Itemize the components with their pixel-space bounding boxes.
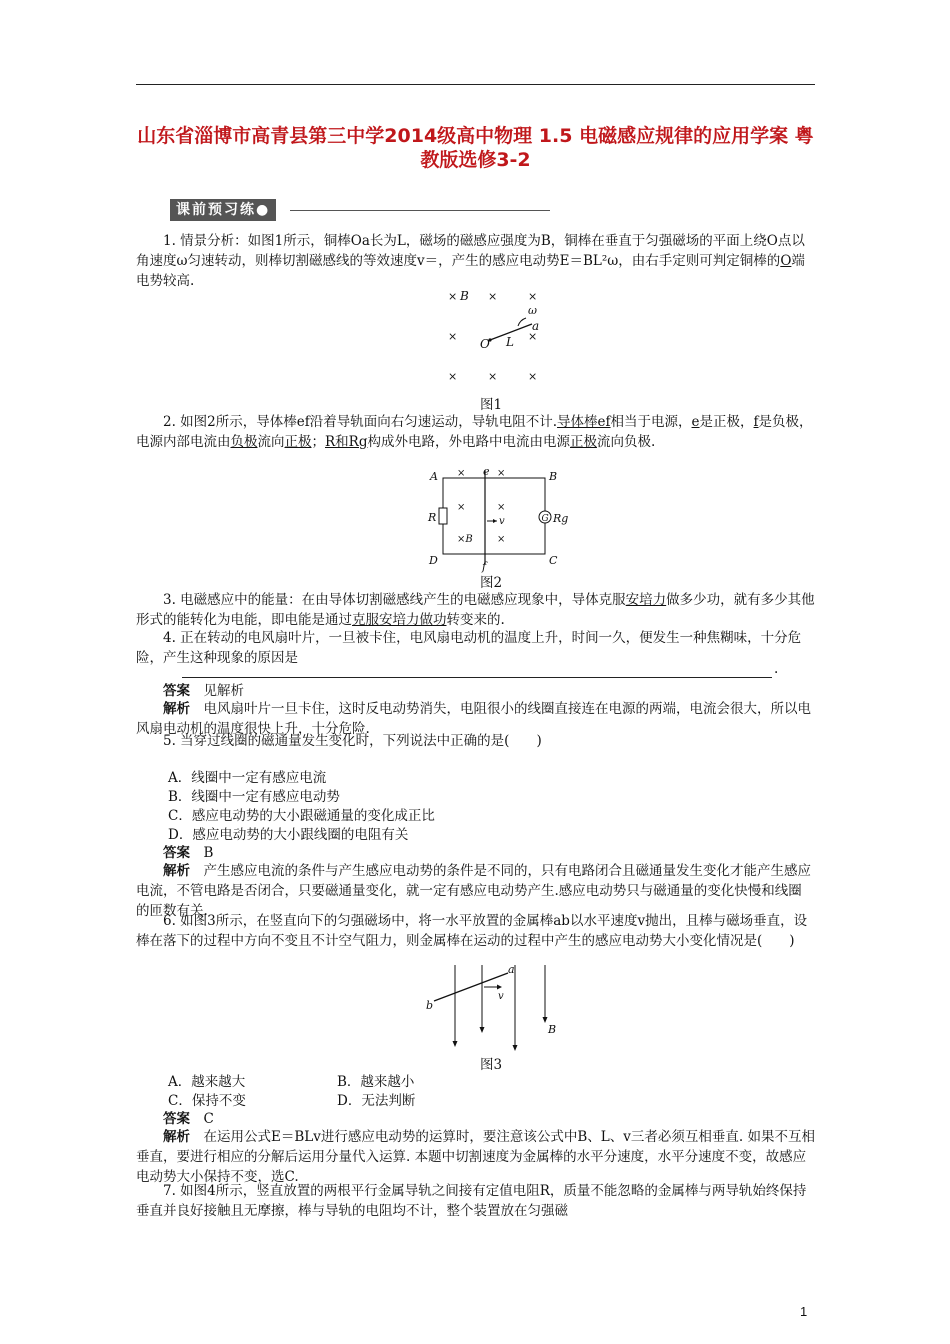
fig2-r-label: R — [428, 511, 437, 524]
fig2-c-label: C — [549, 554, 558, 567]
answer-text: B — [203, 845, 214, 861]
explanation-text: 产生感应电流的条件与产生感应电动势的条件是不同的，只有电路闭合且磁通量发生变化才能产生感应电流，不管电路是否闭合，只要磁通量变化，就一定有感应电动势产生.感应电动势只与磁通量的变化快慢和线圈的匝数有关. — [136, 863, 811, 919]
q2-text: 相当于电源， — [610, 414, 692, 430]
fig3-b-field-label: B — [548, 1023, 557, 1036]
fig2-xb-label: ×B — [457, 534, 473, 545]
q4-end: . — [774, 661, 779, 677]
question-5 — [136, 731, 815, 751]
fig1-x: × — [528, 290, 538, 303]
q5-answer — [136, 843, 815, 863]
fig2-x: × — [497, 502, 506, 513]
q2-answer: 正极 — [569, 434, 597, 450]
explanation-label: 解析 — [163, 863, 190, 879]
fig2-x: × — [457, 468, 466, 479]
fig2-x: × — [457, 502, 466, 513]
fig2-x: × — [497, 468, 506, 479]
q3-text: 转变来的. — [446, 612, 505, 628]
q6-answer — [136, 1109, 815, 1129]
answer-label: 答案 — [163, 683, 190, 699]
fig1-x: × — [448, 330, 458, 343]
question-7 — [136, 1181, 815, 1221]
q3-text: 做多少功，就有多少其他形式的能转化为电能，即电能是通过 — [136, 592, 815, 628]
section-rule — [290, 210, 550, 211]
fig3-v-label: v — [498, 991, 504, 1002]
figure-2-caption: 图2 — [480, 575, 503, 591]
q1-answer-o: O — [780, 253, 792, 269]
fig3-arrow-head — [453, 1041, 458, 1047]
fig3-b-label: b — [426, 999, 434, 1012]
q6-explanation — [136, 1127, 815, 1187]
explanation-text: 电风扇叶片一旦卡住，这时反电动势消失，电阻很小的线圈直接连在电源的两端，电流会很大，所以电风扇电动机的温度很快上升，十分危险. — [136, 701, 811, 737]
q6-text: 6. 如图3所示，在竖直向下的匀强磁场中，将一水平放置的金属棒ab以水平速度v抛出，且棒与磁场垂直，设棒在落下的过程中方向不变且不计空气阻力，则金属棒在运动的过程中产生的感应电动势大小变化情况是( ) — [136, 913, 808, 949]
fig3-arrow-head — [543, 1017, 548, 1023]
page-number: 1 — [800, 1304, 808, 1319]
q6-option-a: A．越来越大 — [168, 1074, 246, 1090]
fig2-arrow-head — [493, 519, 497, 523]
q5-text: 5. 当穿过线圈的磁通量发生变化时，下列说法中正确的是( ) — [163, 733, 542, 749]
fig1-omega-label: ω — [528, 304, 537, 317]
figure-1-caption: 图1 — [480, 397, 503, 413]
q1-text-b: ，产生的感应电动势E＝BL²ω，由右手定则可判定铜棒的 — [438, 253, 781, 269]
fig1-l-label: L — [506, 335, 514, 349]
q2-text: 是正极， — [699, 414, 754, 430]
q5-option-c: C．感应电动势的大小跟磁通量的变化成正比 — [168, 808, 435, 824]
answer-label: 答案 — [163, 1111, 190, 1127]
fig3-arrow-head — [513, 1045, 518, 1051]
fig2-g-label: G — [541, 514, 549, 524]
question-6 — [136, 911, 815, 951]
fig3-arrow-head — [497, 985, 502, 990]
q2-answer: 负极 — [230, 434, 258, 450]
answer-label: 答案 — [163, 845, 190, 861]
q6-option-c: C．保持不变 — [168, 1093, 246, 1109]
fig1-x: × — [448, 370, 458, 383]
section-label: 课前预习练● — [170, 199, 276, 221]
fig2-d-label: D — [429, 554, 438, 567]
figure-1 — [440, 288, 560, 388]
fig1-b-label: B — [460, 289, 469, 303]
answer-text: C — [203, 1111, 214, 1127]
figure-3 — [420, 963, 570, 1051]
fig2-resistor-r — [439, 508, 447, 524]
explanation-text: 在运用公式E＝BLv进行感应电动势的运算时，要注意该公式中B、L、v三者必须互相垂直. 如果不互相垂直，要进行相应的分解后运用分量代入运算. 本题中切割速度为金属棒的水平分速度，水平分速度不变，故感应电动势大小保持不变，选C. — [136, 1129, 815, 1185]
q3-answer: 克服安培力做功 — [352, 612, 447, 628]
fig3-arrow-head — [480, 1027, 485, 1033]
q2-answer: R和Rg — [325, 434, 368, 450]
q2-text: 是负极，电源内部电流由 — [136, 414, 813, 450]
q4-text: 4. 正在转动的电风扇叶片，一旦被卡住，电风扇电动机的温度上升，时间一久，便发生一种焦糊味，十分危险，产生这种现象的原因是 — [136, 630, 802, 666]
fig2-a-label: A — [430, 470, 438, 483]
q3-text: 3. 电磁感应中的能量：在由导体切割磁感线产生的电磁感应现象中，导体克服 — [163, 592, 626, 608]
fig1-x: × — [488, 370, 498, 383]
fig1-x: × — [528, 370, 538, 383]
fig1-x: × — [488, 290, 498, 303]
q2-text: 2. 如图2所示，导体棒ef沿着导轨面向右匀速运动，导轨电阻不计. — [163, 414, 558, 430]
section-header — [170, 199, 550, 221]
q2-text: 构成外电路，外电路中电流由电源 — [367, 434, 570, 450]
fig1-rotation-arrow — [518, 318, 526, 326]
q2-answer: e — [691, 414, 700, 430]
fig1-o-label: O — [480, 337, 490, 351]
fig3-a-label: a — [508, 963, 515, 976]
q6-option-d: D．无法判断 — [337, 1093, 416, 1109]
question-1 — [136, 231, 815, 291]
q2-text: ； — [311, 434, 325, 450]
q5-option-a: A．线圈中一定有感应电流 — [168, 770, 327, 786]
q2-answer: f — [753, 414, 759, 430]
document-title: 山东省淄博市高青县第三中学2014级高中物理 1.5 电磁感应规律的应用学案 粤教版选修3-2 — [137, 125, 814, 171]
fig2-f-label: f — [482, 560, 487, 573]
fig2-x: × — [497, 534, 506, 545]
figure-3-caption: 图3 — [480, 1057, 503, 1073]
explanation-label: 解析 — [163, 1129, 190, 1145]
q3-answer: 安培力 — [625, 592, 667, 608]
q2-text: 流向负极. — [596, 434, 656, 450]
q4-answer — [136, 681, 815, 701]
q2-text: 流向 — [257, 434, 285, 450]
answer-blank-line — [182, 677, 772, 678]
fig2-v-label: v — [499, 516, 505, 527]
q6-option-b: B．越来越小 — [337, 1074, 415, 1090]
question-3 — [136, 590, 815, 630]
answer-text: 见解析 — [203, 683, 244, 699]
explanation-label: 解析 — [163, 701, 190, 717]
figure-2 — [425, 465, 569, 573]
fig1-a-label: a — [532, 319, 540, 333]
fig2-b-label: B — [549, 470, 558, 483]
q5-option-b: B．线圈中一定有感应电动势 — [168, 789, 340, 805]
top-rule — [136, 84, 815, 85]
q5-option-d: D．感应电动势的大小跟线圈的电阻有关 — [168, 827, 409, 843]
q2-answer: 导体棒ef — [557, 414, 611, 430]
question-4 — [136, 628, 815, 668]
q1-text-c: 端电势较高. — [136, 253, 805, 289]
fig2-e-label: e — [483, 465, 490, 478]
fig2-rg-label: Rg — [553, 512, 569, 525]
fig1-x: × — [448, 290, 458, 303]
q7-text: 7. 如图4所示，竖直放置的两根平行金属导轨之间接有定值电阻R，质量不能忽略的金属棒与两导轨始终保持垂直并良好接触且无摩擦，棒与导轨的电阻均不计，整个装置放在匀强磁 — [136, 1183, 807, 1219]
q2-answer: 正极 — [284, 434, 312, 450]
q1-text-a: 1. 情景分析：如图1所示，铜棒Oa长为L，磁场的磁感应强度为B，铜棒在垂直于匀强磁场的平面上绕O点以角速度ω匀速转动，则棒切割磁感线的等效速度v＝ — [136, 233, 805, 269]
fig1-x: × — [528, 330, 538, 343]
question-2 — [136, 412, 815, 452]
